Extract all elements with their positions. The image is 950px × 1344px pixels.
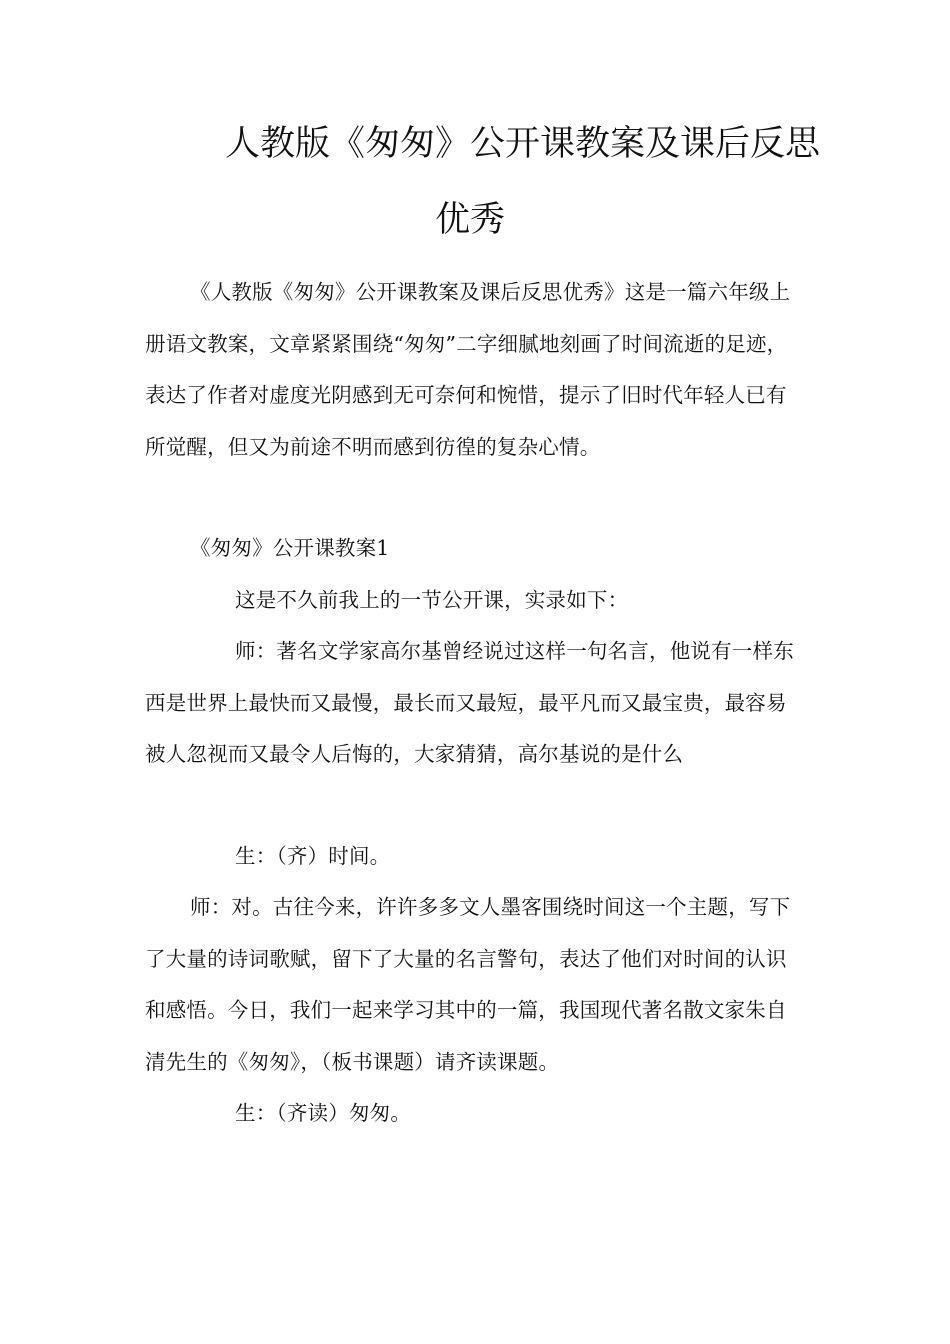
body-paragraph-1: 这是不久前我上的一节公开课，实录如下： xyxy=(235,588,629,612)
body-paragraph-5: 生：（齐读）匆匆。 xyxy=(235,1101,412,1125)
section-heading: 《匆匆》公开课教案1 xyxy=(190,536,390,560)
body-paragraph-2: 师：著名文学家高尔基曾经说过这样一句名言，他说有一样东西是世界上最快而又最慢，最长而又最短，最平凡而又最宝贵，最容易被人忽视而又最令人后悔的，大家猜猜，高尔基说的是什么 xyxy=(145,639,794,766)
document-title-line-2: 优秀 xyxy=(434,200,505,240)
document-title-line-1: 人教版《匆匆》公开课教案及课后反思 xyxy=(225,124,821,164)
intro-paragraph: 《人教版《匆匆》公开课教案及课后反思优秀》这是一篇六年级上册语文教案，文章紧紧围绕“匆匆”二字细腻地刻画了时间流逝的足迹，表达了作者对虚度光阴感到无可奈何和惋惜，提示了旧时代年轻人已有所觉醒，但又为前途不明而感到彷徨的复杂心情。 xyxy=(145,280,791,459)
body-paragraph-4: 师：对。古往今来，许许多多文人墨客围绕时间这一个主题，写下了大量的诗词歌赋，留下了大量的名言警句，表达了他们对时间的认识和感悟。今日，我们一起来学习其中的一篇，我国现代著名散文家朱自清先生的《匆匆》，（板书课题）请齐读课题。 xyxy=(145,895,791,1074)
body-paragraph-3: 生：（齐）时间。 xyxy=(235,844,391,868)
